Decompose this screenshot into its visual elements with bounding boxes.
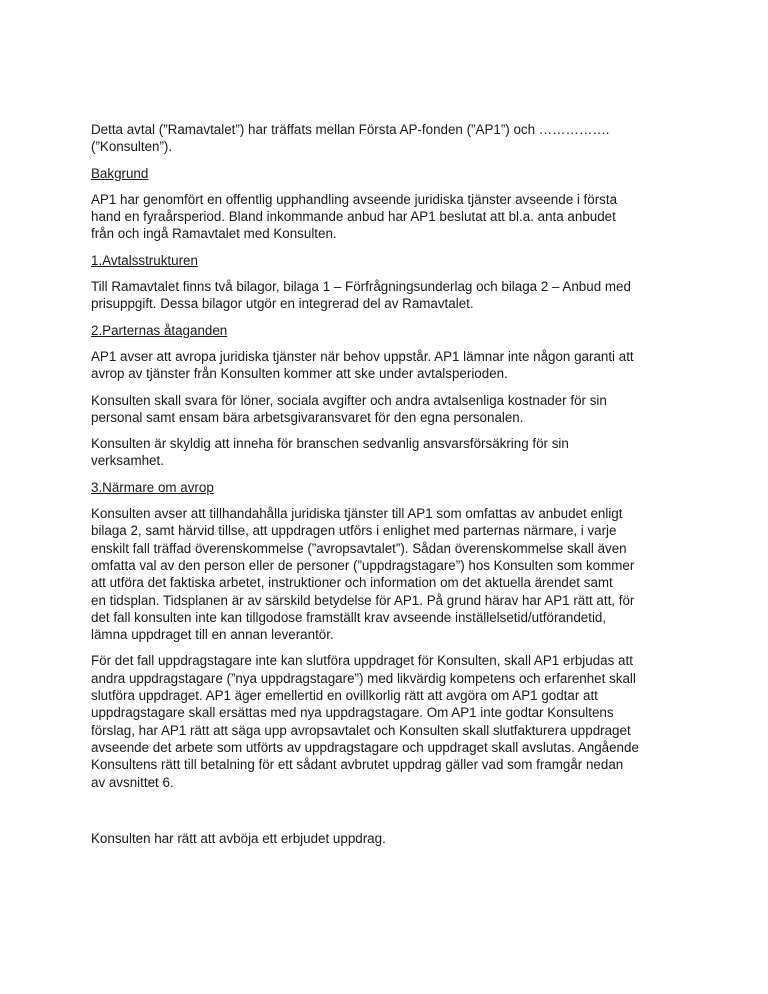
text-line: enskilt fall träffad överenskommelse (”avropsavtalet”). Sådan överenskommelse skall även [91,540,627,556]
text-line: andra uppdragstagare (”nya uppdragstagare”) med likvärdig kompetens och erfarenhet skall [91,670,636,686]
text-line: (”Konsulten”). [91,139,173,155]
heading-bakgrund: Bakgrund [91,165,149,181]
text-line: Konsulten skall svara för löner, sociala avgifter och andra avtalsenliga kostnader för sin [91,392,607,408]
text-line: av avsnittet 6. [91,774,174,790]
text-line: Konsultens rätt till betalning för ett sådant avbrutet uppdrag gäller vad som framgår nedan [91,757,624,773]
ataganden-paragraph-1 [91,348,691,383]
text-line: personal samt ensam bära arbetsgivaransvaret för den egna personalen. [91,409,524,425]
text-line: lämna uppdraget till en annan leverantör. [91,627,334,643]
text-line: förslag, har AP1 rätt att säga upp avropsavtalet och Konsulten skall slutfakturera uppdraget [91,722,631,738]
text-line: prisuppgift. Dessa bilagor utgör en integrerad del av Ramavtalet. [91,296,474,312]
vertical-spacer [91,800,691,830]
avtalsstrukturen-paragraph [91,278,691,313]
text-line: omfatta val av den person eller de personer (”uppdragstagare”) hos Konsulten som kommer [91,557,635,573]
text-line: avrop av tjänster från Konsulten kommer att ske under avtalsperioden. [91,366,508,382]
text-line: Konsulten har rätt att avböja ett erbjudet uppdrag. [91,830,386,846]
heading-narmare-om-avrop: 3.Närmare om avrop [91,479,214,495]
text-line: det fall konsulten inte kan tillgodose framställt krav avseende inställelsetid/utförandetid, [91,609,607,625]
text-line: bilaga 2, samt härvid tillse, att uppdragen utförs i enlighet med parternas närmare, i varje [91,523,617,539]
text-line: från och ingå Ramavtalet med Konsulten. [91,226,337,242]
text-line: avseende det arbete som utförts av uppdragstagare och uppdraget skall avslutas. Angående [91,739,639,755]
text-line: Konsulten avser att tillhandahålla juridiska tjänster till AP1 som omfattas av anbudet enligt [91,506,623,522]
ataganden-paragraph-2 [91,392,691,427]
text-line: AP1 avser att avropa juridiska tjänster när behov uppstår. AP1 lämnar inte någon garanti att [91,348,634,364]
document-page [91,121,691,856]
bakgrund-paragraph [91,191,691,243]
text-line: verksamhet. [91,453,164,469]
text-line: uppdragstagare skall ersättas med nya uppdragstagare. Om AP1 inte godtar Konsultens [91,705,614,721]
avrop-paragraph-1 [91,505,691,643]
text-line: För det fall uppdragstagare inte kan slutföra uppdraget för Konsulten, skall AP1 erbjudas att [91,653,633,669]
avrop-paragraph-3 [91,830,691,847]
text-line: slutföra uppdraget. AP1 äger emellertid en ovillkorlig rätt att avgöra om AP1 godtar att [91,688,598,704]
text-line: hand en fyraårsperiod. Bland inkommande anbud har AP1 beslutat att bl.a. anta anbudet [91,209,616,225]
intro-paragraph [91,121,691,156]
heading-parternas-ataganden: 2.Parternas åtaganden [91,322,228,338]
text-line: Detta avtal (”Ramavtalet”) har träffats mellan Första AP-fonden (”AP1”) och ……………. [91,122,610,137]
text-line: Till Ramavtalet finns två bilagor, bilaga 1 – Förfrågningsunderlag och bilaga 2 – Anbud med [91,279,631,295]
text-line: en tidsplan. Tidsplanen är av särskild betydelse för AP1. På grund härav har AP1 rätt att, för [91,592,635,608]
text-line: AP1 har genomfört en offentlig upphandling avseende juridiska tjänster avseende i första [91,191,618,207]
text-line: att utföra det faktiska arbetet, instruktioner och information om det aktuella ärendet samt [91,575,613,591]
text-line: Konsulten är skyldig att inneha för branschen sedvanlig ansvarsförsäkring för sin [91,436,569,452]
ataganden-paragraph-3 [91,435,691,470]
avrop-paragraph-2 [91,652,691,790]
heading-avtalsstrukturen: 1.Avtalsstrukturen [91,252,198,268]
